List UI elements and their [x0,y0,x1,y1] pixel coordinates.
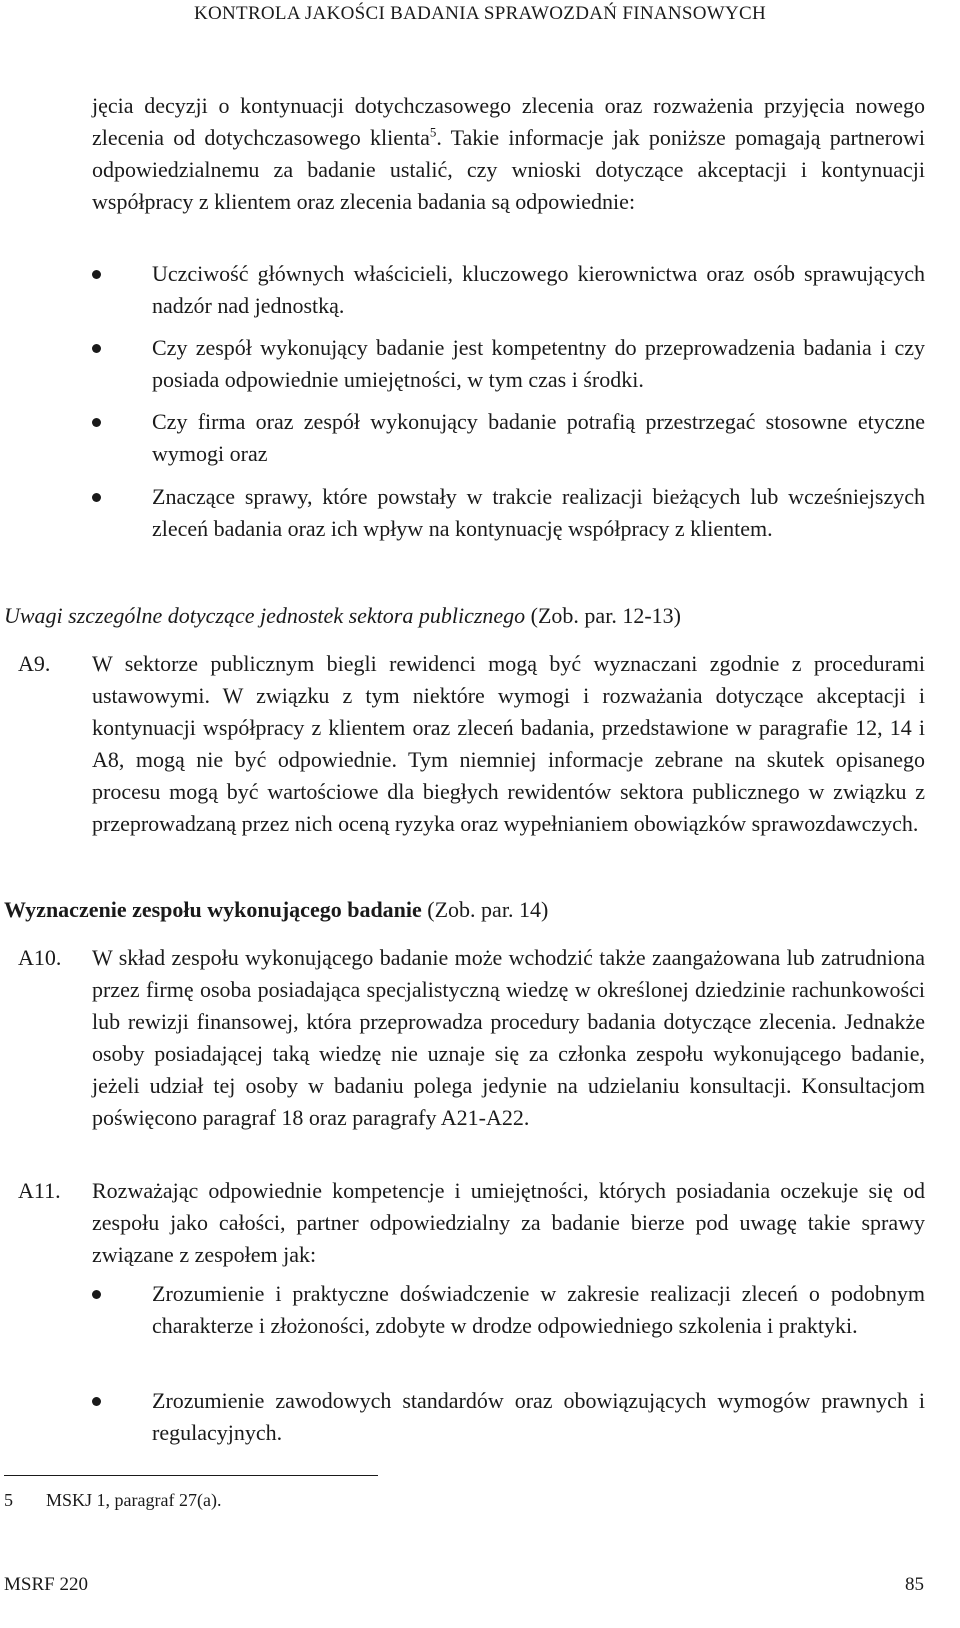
bullet-item [92,1278,925,1342]
section-heading-team [4,894,934,926]
bullet-text: Znaczące sprawy, które powstały w trakcie realizacji bieżących lub wcześniejszych zleceń badania oraz ich wpływ na kontynuację współpracy z klientem. [152,484,925,541]
paragraph-text: W skład zespołu wykonującego badanie może wchodzić także zaangażowana lub zatrudniona przez firmę osoba posiadająca specjalistyczną wiedzę w określonej dziedzinie rachunkowości lub rewizji finansowej, która przeprowadza procedury badania dotyczące zlecenia. Jednakże osoby posiadającej taką wiedzę nie uznaje się za członka zespołu wykonującego badanie, jeżeli udział tej osoby w badaniu polega jedynie na udzielaniu konsultacji. Konsultacjom poświęcono paragraf 18 oraz paragrafy A21-A22. [92,945,925,1130]
footnote-text: MSKJ 1, paragraf 27(a). [46,1490,222,1510]
paragraph-number: A9. [18,651,51,676]
page-number: 85 [905,1574,924,1595]
paragraph-number: A10. [18,945,62,970]
bullet-text: Czy firma oraz zespół wykonujący badanie potrafią przestrzegać stosowne etyczne wymogi oraz [152,409,925,466]
bullet-dot-icon [92,1397,101,1406]
paragraph-a11 [4,1175,925,1271]
bullet-dot-icon [92,344,101,353]
paragraph-text: Rozważając odpowiednie kompetencje i umiejętności, których posiadania oczekuje się od zespołu jako całości, partner odpowiedzialny za badanie bierze pod uwagę takie sprawy związane z zespołem jak: [92,1178,925,1267]
heading-ref: (Zob. par. 14) [427,897,549,922]
paragraph-a9 [4,648,925,840]
bullet-item [92,332,925,396]
bullet-item [92,258,925,322]
paragraph-number: A11. [18,1178,61,1203]
intro-text-after: . Takie informacje jak poniższe pomagają partnerowi odpowiedzialnemu za badanie ustalić, czy wnioski dotyczące akceptacji i kontynuacji współpracy z klientem oraz zlecenia badania są odpowiednie: [92,125,925,214]
bullet-text: Zrozumienie i praktyczne doświadczenie w zakresie realizacji zleceń o podobnym charakterze i złożoności, zdobyte w drodze odpowiedniego szkolenia i praktyki. [152,1281,925,1338]
footnote [4,1488,221,1512]
heading-title: Wyznaczenie zespołu wykonującego badanie [4,897,422,922]
intro-text-before: jęcia decyzji o kontynuacji dotychczasowego zlecenia oraz rozważenia przyjęcia nowego zlecenia od dotychczasowego klienta [92,93,925,150]
footnote-number: 5 [4,1490,13,1510]
bullet-text: Czy zespół wykonujący badanie jest kompetentny do przeprowadzenia badania i czy posiada odpowiednie umiejętności, w tym czas i środki. [152,335,925,392]
bullet-text: Uczciwość głównych właścicieli, kluczowego kierownictwa oraz osób sprawujących nadzór nad jednostką. [152,261,925,318]
bullet-dot-icon [92,270,101,279]
paragraph-a10 [4,942,925,1134]
intro-paragraph [92,90,925,218]
bullet-dot-icon [92,1290,101,1299]
heading-title: Uwagi szczególne dotyczące jednostek sektora publicznego [4,603,526,628]
running-header: KONTROLA JAKOŚCI BADANIA SPRAWOZDAŃ FINANSOWYCH [193,3,767,24]
bullet-item [92,406,925,470]
paragraph-text: W sektorze publicznym biegli rewidenci mogą być wyznaczani zgodnie z procedurami ustawowymi. W związku z tym niektóre wymogi i rozważania dotyczące akceptacji i kontynuacji współpracy z klientem oraz zleceń badania, przedstawione w paragrafie 12, 14 i A8, mogą nie być odpowiednie. Tym niemniej informacje zebrane na skutek opisanego procesu mogą być wartościowe dla biegłych rewidentów sektora publicznego w związku z przeprowadzaną przez nich oceną ryzyka oraz wypełnianiem obowiązków sprawozdawczych. [92,651,925,836]
footer-standard-name: MSRF 220 [4,1574,88,1595]
bullet-dot-icon [92,493,101,502]
bullet-text: Zrozumienie zawodowych standardów oraz obowiązujących wymogów prawnych i regulacyjnych. [152,1388,925,1445]
bullet-dot-icon [92,418,101,427]
bullet-item [92,481,925,545]
bullet-item [92,1385,925,1449]
section-heading-public-sector [4,600,934,632]
footnote-ref[interactable]: 5 [429,124,437,140]
footnote-divider [4,1475,378,1476]
heading-ref: (Zob. par. 12-13) [530,603,681,628]
